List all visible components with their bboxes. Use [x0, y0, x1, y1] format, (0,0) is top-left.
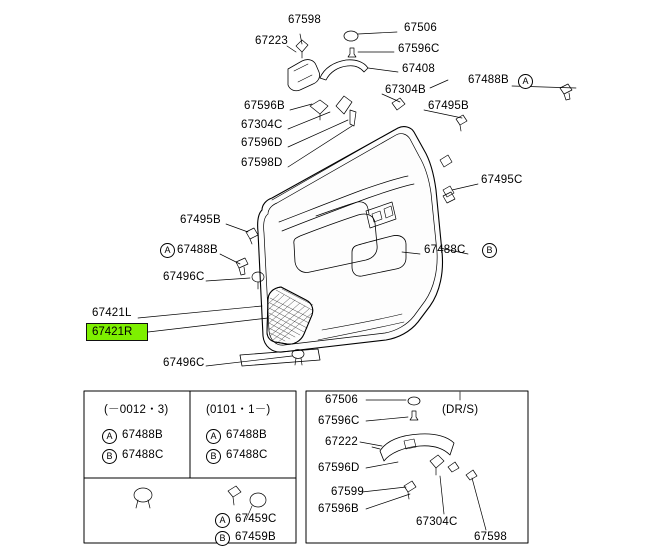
- box-left-header-right: (0101・1－): [206, 404, 271, 416]
- label-box-right-67598: 67598: [474, 531, 507, 543]
- circle-b-right: B: [482, 243, 497, 258]
- label-67506-top: 67506: [404, 22, 437, 34]
- label-box-right-67599: 67599: [331, 486, 364, 498]
- label-box-right-67488B: 67488B: [226, 429, 267, 441]
- label-box-right-67222: 67222: [325, 436, 358, 448]
- label-67488C-right: 67488C: [424, 244, 466, 256]
- label-67408: 67408: [402, 63, 435, 75]
- label-67596D-top: 67596D: [241, 137, 283, 149]
- circle-a-box-left-1: A: [102, 429, 117, 444]
- label-box-67459B: 67459B: [235, 531, 276, 543]
- label-67598-top: 67598: [288, 14, 321, 26]
- label-67421R: 67421R: [92, 326, 133, 338]
- label-box-right-67488C: 67488C: [226, 449, 268, 461]
- label-67495C: 67495C: [481, 174, 523, 186]
- label-67495B-left: 67495B: [180, 214, 221, 226]
- label-67488B-a: 67488B: [468, 74, 509, 86]
- label-67596C-top: 67596C: [398, 43, 440, 55]
- label-67596B: 67596B: [244, 100, 285, 112]
- label-67496C-left: 67496C: [163, 271, 205, 283]
- circle-a-box-right-1: A: [206, 429, 221, 444]
- label-67304B: 67304B: [385, 84, 426, 96]
- label-67421L: 67421L: [92, 307, 132, 319]
- circle-b-box-right-1: B: [206, 449, 221, 464]
- box-left-header-left: (－0012・3): [104, 404, 169, 416]
- label-67598D: 67598D: [241, 157, 283, 169]
- box-right-header-drs: (DR/S): [442, 404, 479, 416]
- circle-a-top: A: [518, 74, 533, 89]
- circle-b-box-left-1: B: [102, 449, 117, 464]
- label-box-right-67596B: 67596B: [318, 503, 359, 515]
- label-box-left-67488C: 67488C: [122, 449, 164, 461]
- circle-a-left: A: [160, 243, 175, 258]
- label-box-right-67304C: 67304C: [416, 516, 458, 528]
- label-box-right-67596C: 67596C: [318, 415, 360, 427]
- label-box-67459C: 67459C: [235, 513, 277, 525]
- circle-b-box-bottom: B: [215, 531, 230, 546]
- label-67496C-bottom: 67496C: [163, 357, 205, 369]
- label-67495B-top: 67495B: [428, 100, 469, 112]
- label-67223: 67223: [255, 35, 288, 47]
- circle-a-box-bottom: A: [215, 513, 230, 528]
- label-box-left-67488B: 67488B: [122, 429, 163, 441]
- label-box-right-67506: 67506: [325, 394, 358, 406]
- label-67304C-top: 67304C: [241, 119, 283, 131]
- label-67488B-left: 67488B: [177, 244, 218, 256]
- label-box-right-67596D: 67596D: [318, 462, 360, 474]
